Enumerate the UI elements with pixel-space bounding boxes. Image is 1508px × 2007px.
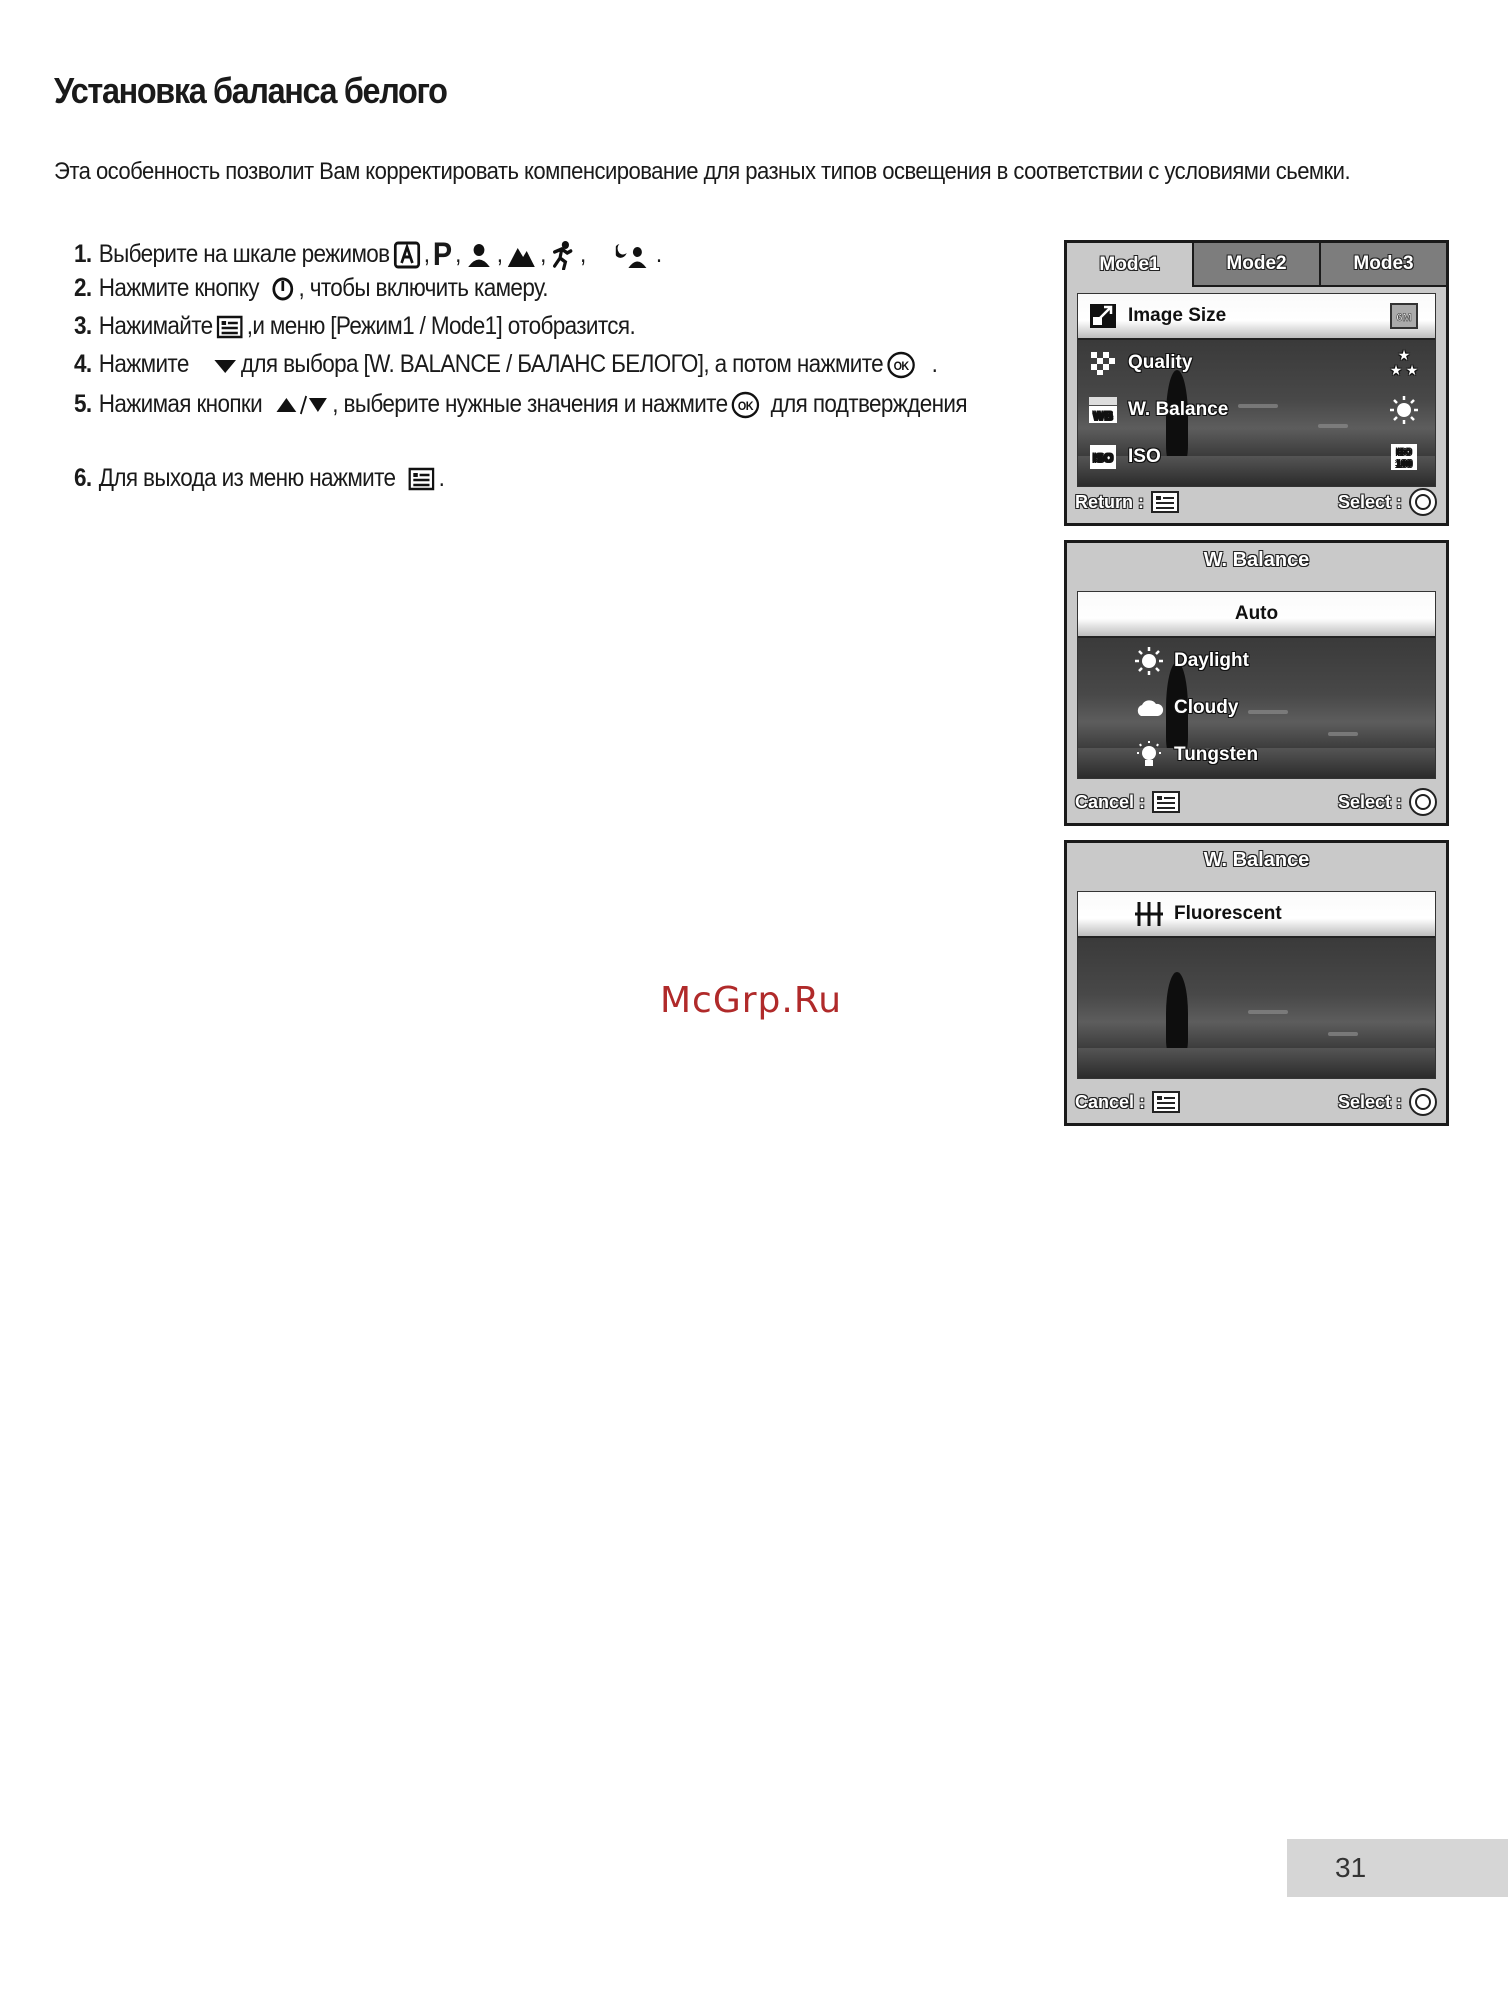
three-stars-icon	[1373, 348, 1435, 378]
camera-screen-wb-list	[1064, 540, 1449, 826]
menu-button-icon[interactable]	[1150, 490, 1180, 514]
svg-text:ISO: ISO	[1396, 447, 1412, 457]
svg-text:6M: 6M	[1396, 312, 1412, 324]
menu-button-icon[interactable]	[1151, 790, 1181, 814]
intro-text: Эта особенность позволит Вам корректировать компенсирование для разных типов освещения в соответствии с условиями сьемки.	[54, 158, 1351, 185]
wb-option-label: Fluorescent	[1174, 903, 1282, 924]
step-3	[74, 312, 635, 341]
step-number: 3.	[74, 312, 92, 340]
step-text: Для выхода из меню нажмите	[98, 464, 396, 492]
wb-icon	[1078, 396, 1128, 424]
svg-text:OK: OK	[893, 360, 909, 373]
step-text: Нажмите кнопку	[98, 274, 259, 302]
step-number: 1.	[74, 240, 92, 268]
step-number: 2.	[74, 274, 92, 302]
step-text: .	[655, 240, 662, 268]
screen-title: W. Balance	[1203, 549, 1310, 571]
camera-screen-mode1	[1064, 240, 1449, 526]
menu-item-iso[interactable]	[1078, 435, 1435, 479]
landscape-mode-icon	[506, 242, 537, 268]
step-text: для подтверждения	[770, 390, 967, 418]
select-label: Select :	[1337, 491, 1402, 512]
select-label: Select :	[1337, 791, 1402, 812]
menu-button-icon	[216, 315, 243, 339]
tab-mode3[interactable]: Mode3	[1321, 243, 1446, 287]
image-size-icon	[1078, 303, 1128, 329]
night-portrait-mode-icon	[616, 241, 652, 269]
iso-icon	[1078, 444, 1128, 470]
step-text: , выберите нужные значения и нажмите	[332, 390, 728, 418]
screen-title: W. Balance	[1203, 849, 1310, 871]
mode-tabs	[1067, 243, 1446, 287]
ok-button-icon[interactable]	[1408, 1087, 1438, 1117]
wb-option-label: Cloudy	[1174, 697, 1239, 718]
portrait-mode-icon	[464, 242, 493, 268]
screen-footer	[1075, 1085, 1438, 1119]
page-title: Установка баланса белого	[54, 70, 447, 111]
page-number-text: 31	[1335, 1852, 1367, 1883]
bulb-icon	[1134, 740, 1164, 770]
6m-size-icon	[1373, 302, 1435, 330]
step-2	[74, 274, 548, 303]
ok-button-icon[interactable]	[1408, 487, 1438, 517]
ok-button-icon[interactable]	[1408, 787, 1438, 817]
down-arrow-icon	[214, 356, 237, 374]
svg-text:100: 100	[1395, 459, 1413, 470]
wb-option-cloudy[interactable]	[1078, 686, 1435, 730]
svg-text:★: ★	[1397, 348, 1411, 364]
step-number: 4.	[74, 350, 92, 378]
menu-item-label: Quality	[1128, 352, 1193, 373]
ok-button-icon	[887, 351, 916, 379]
wb-option-fluorescent[interactable]	[1078, 892, 1435, 938]
quality-icon	[1078, 350, 1128, 376]
step-text: Нажимайте	[98, 312, 213, 340]
wb-option-label: Tungsten	[1174, 744, 1259, 765]
step-6	[74, 464, 444, 493]
step-text: , чтобы включить камеру.	[298, 274, 548, 302]
wb-option-label: Auto	[1234, 603, 1279, 624]
svg-text:ISO: ISO	[1092, 451, 1114, 465]
sun-icon	[1134, 646, 1164, 676]
step-number: 5.	[74, 390, 92, 418]
menu-button-icon[interactable]	[1151, 1090, 1181, 1114]
program-mode-icon: P	[432, 236, 452, 272]
step-text: .	[438, 464, 445, 492]
watermark: McGrp.Ru	[660, 980, 843, 1021]
menu-viewport	[1077, 293, 1436, 487]
menu-item-quality[interactable]	[1078, 341, 1435, 385]
step-text: для выбора [W. BALANCE / БАЛАНС БЕЛОГО], а потом нажмите	[240, 350, 884, 378]
svg-text:OK: OK	[737, 400, 753, 413]
screen-footer	[1075, 785, 1438, 819]
menu-item-label: ISO	[1128, 446, 1161, 467]
wb-viewport	[1077, 891, 1436, 1079]
select-label: Select :	[1337, 1091, 1402, 1112]
step-text: Нажимая кнопки	[98, 390, 263, 418]
step-number: 6.	[74, 464, 92, 492]
cloud-icon	[1134, 696, 1164, 720]
cancel-label: Cancel :	[1075, 791, 1146, 812]
fluorescent-icon	[1134, 900, 1164, 928]
screen-footer	[1075, 485, 1438, 519]
iso-100-icon	[1373, 442, 1435, 472]
menu-button-icon	[408, 467, 435, 491]
wb-option-daylight[interactable]	[1078, 639, 1435, 683]
power-icon	[271, 276, 294, 302]
step-5	[74, 390, 967, 419]
svg-text:★: ★	[1389, 363, 1403, 378]
step-text: ,и меню [Режим1 / Mode1] отобразится.	[246, 312, 636, 340]
wb-option-tungsten[interactable]	[1078, 733, 1435, 777]
camera-screen-wb-fluorescent	[1064, 840, 1449, 1126]
tab-mode1[interactable]: Mode1	[1067, 243, 1194, 287]
ok-button-icon	[731, 391, 760, 419]
wb-option-auto[interactable]	[1078, 592, 1435, 638]
step-4	[74, 350, 937, 379]
up-down-arrows-icon	[275, 394, 329, 416]
menu-item-label: W. Balance	[1128, 399, 1229, 420]
sport-mode-icon	[549, 240, 576, 270]
page-number	[1287, 1839, 1508, 1897]
svg-text:★: ★	[1405, 363, 1419, 378]
sun-icon	[1373, 395, 1435, 425]
wb-viewport	[1077, 591, 1436, 779]
tab-mode2[interactable]: Mode2	[1194, 243, 1321, 287]
cancel-label: Cancel :	[1075, 1091, 1146, 1112]
wb-option-label: Daylight	[1174, 650, 1249, 671]
step-text: .	[931, 350, 938, 378]
step-1: 1. Выберите на шкале режимов , P , , , , .	[74, 236, 662, 272]
auto-mode-icon	[393, 241, 420, 269]
step-text: Нажмите	[98, 350, 189, 378]
menu-item-label: Image Size	[1128, 305, 1227, 326]
step-text: Выберите на шкале режимов	[98, 240, 390, 268]
menu-item-image-size[interactable]	[1078, 294, 1435, 340]
return-label: Return :	[1075, 491, 1144, 512]
menu-item-w-balance[interactable]	[1078, 388, 1435, 432]
svg-text:WB: WB	[1093, 409, 1113, 423]
